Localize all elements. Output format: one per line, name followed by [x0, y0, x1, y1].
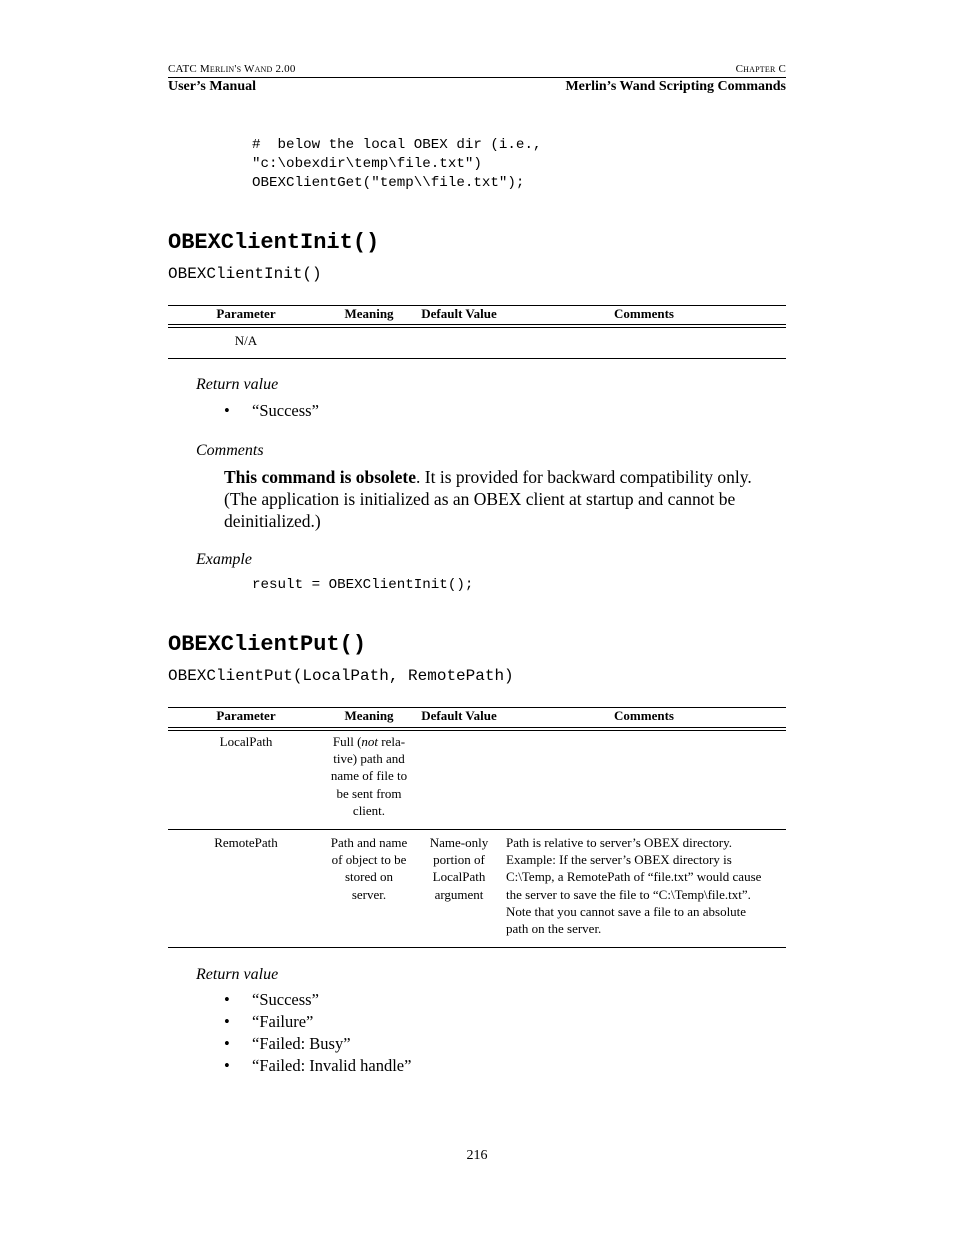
- list-item: • “Failed: Busy”: [224, 1034, 351, 1053]
- code-line: "c:\obexdir\temp\file.txt"): [252, 156, 482, 172]
- return-label-put: Return value: [196, 966, 279, 983]
- col-header-meaning: Meaning: [344, 708, 394, 723]
- list-item: • “Success”: [224, 401, 319, 420]
- comments-label-init: Comments: [196, 442, 264, 459]
- col-header-default: Default Value: [421, 708, 497, 723]
- param-table-put: [168, 707, 786, 949]
- code-block: [252, 136, 541, 193]
- table-cell-param: LocalPath: [219, 734, 273, 749]
- obsolete-notice: This command is obsolete: [224, 467, 417, 487]
- col-header-meaning: Meaning: [344, 306, 394, 321]
- col-header-comments: Comments: [614, 306, 674, 321]
- list-item: • “Failed: Invalid handle”: [224, 1056, 412, 1075]
- param-table-init: [168, 305, 786, 359]
- comment-paragraph: This command is obsolete. It is provided for backward compatibility only. (The application is initialized as an OBEX client at startup and cannot be deinitialized.): [224, 467, 752, 531]
- header-product: CATC Merlin's Wand 2.00: [168, 63, 296, 75]
- section-title-init: OBEXClientInit(): [168, 230, 380, 255]
- table-cell-meaning: Path and name of object to be stored on server.: [330, 835, 408, 902]
- col-header-parameter: Parameter: [216, 708, 276, 723]
- header-rule: [168, 77, 786, 78]
- code-line: OBEXClientGet("temp\\file.txt");: [252, 175, 525, 191]
- example-label-init: Example: [196, 551, 252, 568]
- bullet-icon: •: [224, 401, 230, 420]
- header-manual: User’s Manual: [168, 79, 257, 94]
- return-label-init: Return value: [196, 376, 279, 393]
- list-item: • “Success”: [224, 990, 319, 1009]
- table-cell-comments: Path is relative to server’s OBEX directory. Example: If the server’s OBEX directory is C:\Temp, a RemotePath of “file.txt” would cause the server to save the file to “C:\Temp\file.txt”. Note that you cannot save a file to an absolute path on the server.: [506, 835, 762, 937]
- example-code: result = OBEXClientInit();: [252, 577, 474, 593]
- table-cell-default: Name-only portion of LocalPath argument: [429, 835, 489, 902]
- col-header-comments: Comments: [614, 708, 674, 723]
- header-section: Merlin’s Wand Scripting Commands: [565, 79, 786, 94]
- signature-init: OBEXClientInit(): [168, 265, 322, 283]
- signature-put: OBEXClientPut(LocalPath, RemotePath): [168, 667, 514, 685]
- table-cell-meaning: Full (not rela- tive) path and name of file to be sent from client.: [330, 734, 408, 818]
- col-header-parameter: Parameter: [216, 306, 276, 321]
- page-number: 216: [466, 1148, 488, 1163]
- bullet-icon: •: [224, 1034, 230, 1053]
- bullet-icon: •: [224, 1056, 230, 1075]
- header-chapter: Chapter C: [735, 63, 786, 75]
- bullet-icon: •: [224, 990, 230, 1009]
- section-title-put: OBEXClientPut(): [168, 632, 367, 657]
- table-cell-param: RemotePath: [214, 835, 278, 850]
- table-cell-param: N/A: [234, 333, 258, 348]
- col-header-default: Default Value: [421, 306, 497, 321]
- list-item: • “Failure”: [224, 1012, 314, 1031]
- code-line: # below the local OBEX dir (i.e.,: [252, 137, 542, 153]
- bullet-icon: •: [224, 1012, 230, 1031]
